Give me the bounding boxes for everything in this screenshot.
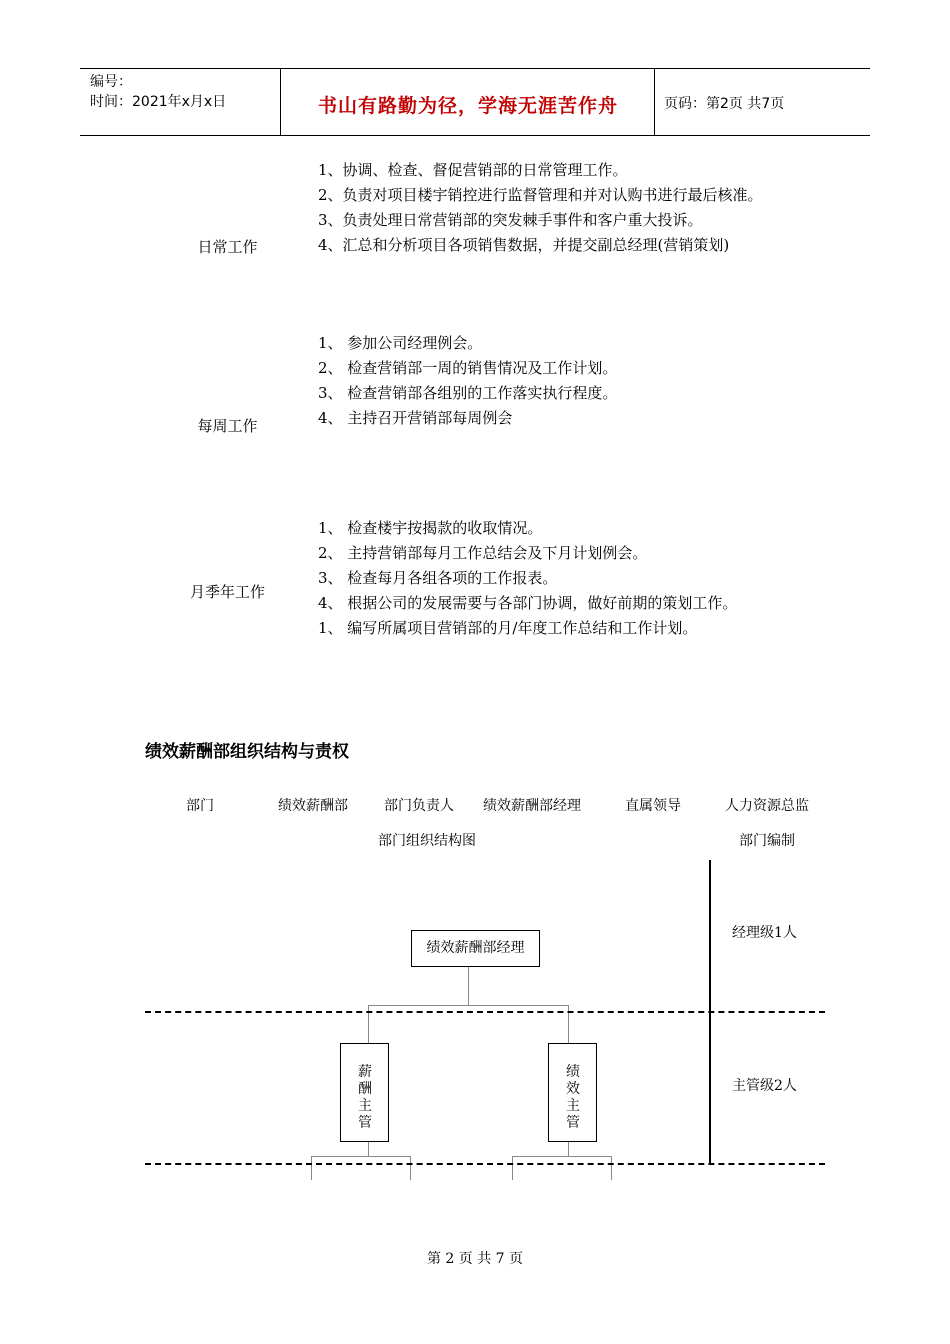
- org-box-salary-label: 薪酬主管: [358, 1064, 372, 1131]
- list-item: 4、汇总和分析项目各项销售数据，并提交副总经理(营销策划): [318, 236, 730, 254]
- connector: [410, 1156, 411, 1180]
- section-list-daily: [318, 158, 763, 258]
- list-item: 4、 根据公司的发展需要与各部门协调，做好前期的策划工作。: [318, 594, 738, 612]
- number-label: 编号：: [90, 74, 132, 90]
- col-leader-label: 直属领导: [625, 798, 681, 814]
- list-item: 1、 参加公司经理例会。: [318, 334, 483, 352]
- connector: [311, 1156, 411, 1157]
- section-list-weekly: [318, 331, 617, 431]
- section-label-daily: 日常工作: [197, 238, 258, 256]
- list-item: 3、 检查每月各组各项的工作报表。: [318, 569, 558, 587]
- page-header: [80, 68, 870, 136]
- list-item: 4、 主持召开营销部每周例会: [318, 409, 513, 427]
- header-motto: 书山有路勤为径，学海无涯苦作舟: [317, 95, 618, 117]
- level-divider: [145, 1163, 825, 1165]
- col-head-label: 部门负责人: [384, 798, 454, 814]
- col-dept-label: 部门: [186, 798, 214, 814]
- staffing-caption: 部门编制: [739, 833, 795, 849]
- col-dept-value: 绩效薪酬部: [278, 798, 348, 814]
- header-divider: [654, 69, 655, 135]
- org-section-title: 绩效薪酬部组织结构与责权: [145, 742, 349, 762]
- connector: [311, 1156, 312, 1180]
- list-item: 1、 检查楼宇按揭款的收取情况。: [318, 519, 543, 537]
- level-divider: [145, 1011, 825, 1013]
- page-footer: 第 2 页 共 7 页: [426, 1251, 524, 1267]
- list-item: 2、负责对项目楼宇销控进行监督管理和并对认购书进行最后核准。: [318, 186, 763, 204]
- connector: [368, 1005, 569, 1006]
- list-item: 2、 检查营销部一周的销售情况及工作计划。: [318, 359, 618, 377]
- list-item: 1、 编写所属项目营销部的月/年度工作总结和工作计划。: [318, 619, 698, 637]
- org-box-manager: [411, 930, 540, 967]
- connector: [368, 1142, 369, 1156]
- header-page-info: 页码：第2页 共7页: [664, 96, 785, 112]
- list-item: 3、 检查营销部各组别的工作落实执行程度。: [318, 384, 618, 402]
- level-supervisor-count: 主管级2人: [732, 1078, 797, 1094]
- org-box-manager-label: 绩效薪酬部经理: [426, 940, 525, 956]
- connector: [468, 967, 469, 1005]
- connector: [611, 1156, 612, 1180]
- connector: [512, 1156, 612, 1157]
- col-leader-value: 人力资源总监: [725, 798, 809, 814]
- org-box-perf-label: 绩效主管: [566, 1064, 580, 1131]
- section-label-weekly: 每周工作: [197, 417, 258, 435]
- date-label: 时间：2021年x月x日: [90, 94, 227, 110]
- col-head-value: 绩效薪酬部经理: [483, 798, 581, 814]
- org-box-salary-supervisor: [340, 1043, 389, 1142]
- list-item: 2、 主持营销部每月工作总结会及下月计划例会。: [318, 544, 648, 562]
- chart-caption: 部门组织结构图: [378, 833, 476, 849]
- connector: [568, 1142, 569, 1156]
- level-manager-count: 经理级1人: [732, 925, 797, 941]
- section-list-periodic: [318, 516, 737, 641]
- org-box-perf-supervisor: [548, 1043, 597, 1142]
- connector: [512, 1156, 513, 1180]
- list-item: 3、负责处理日常营销部的突发棘手事件和客户重大投诉。: [318, 211, 703, 229]
- header-meta: [90, 72, 226, 112]
- list-item: 1、协调、检查、督促营销部的日常管理工作。: [318, 161, 628, 179]
- section-label-periodic: 月季年工作: [189, 583, 265, 601]
